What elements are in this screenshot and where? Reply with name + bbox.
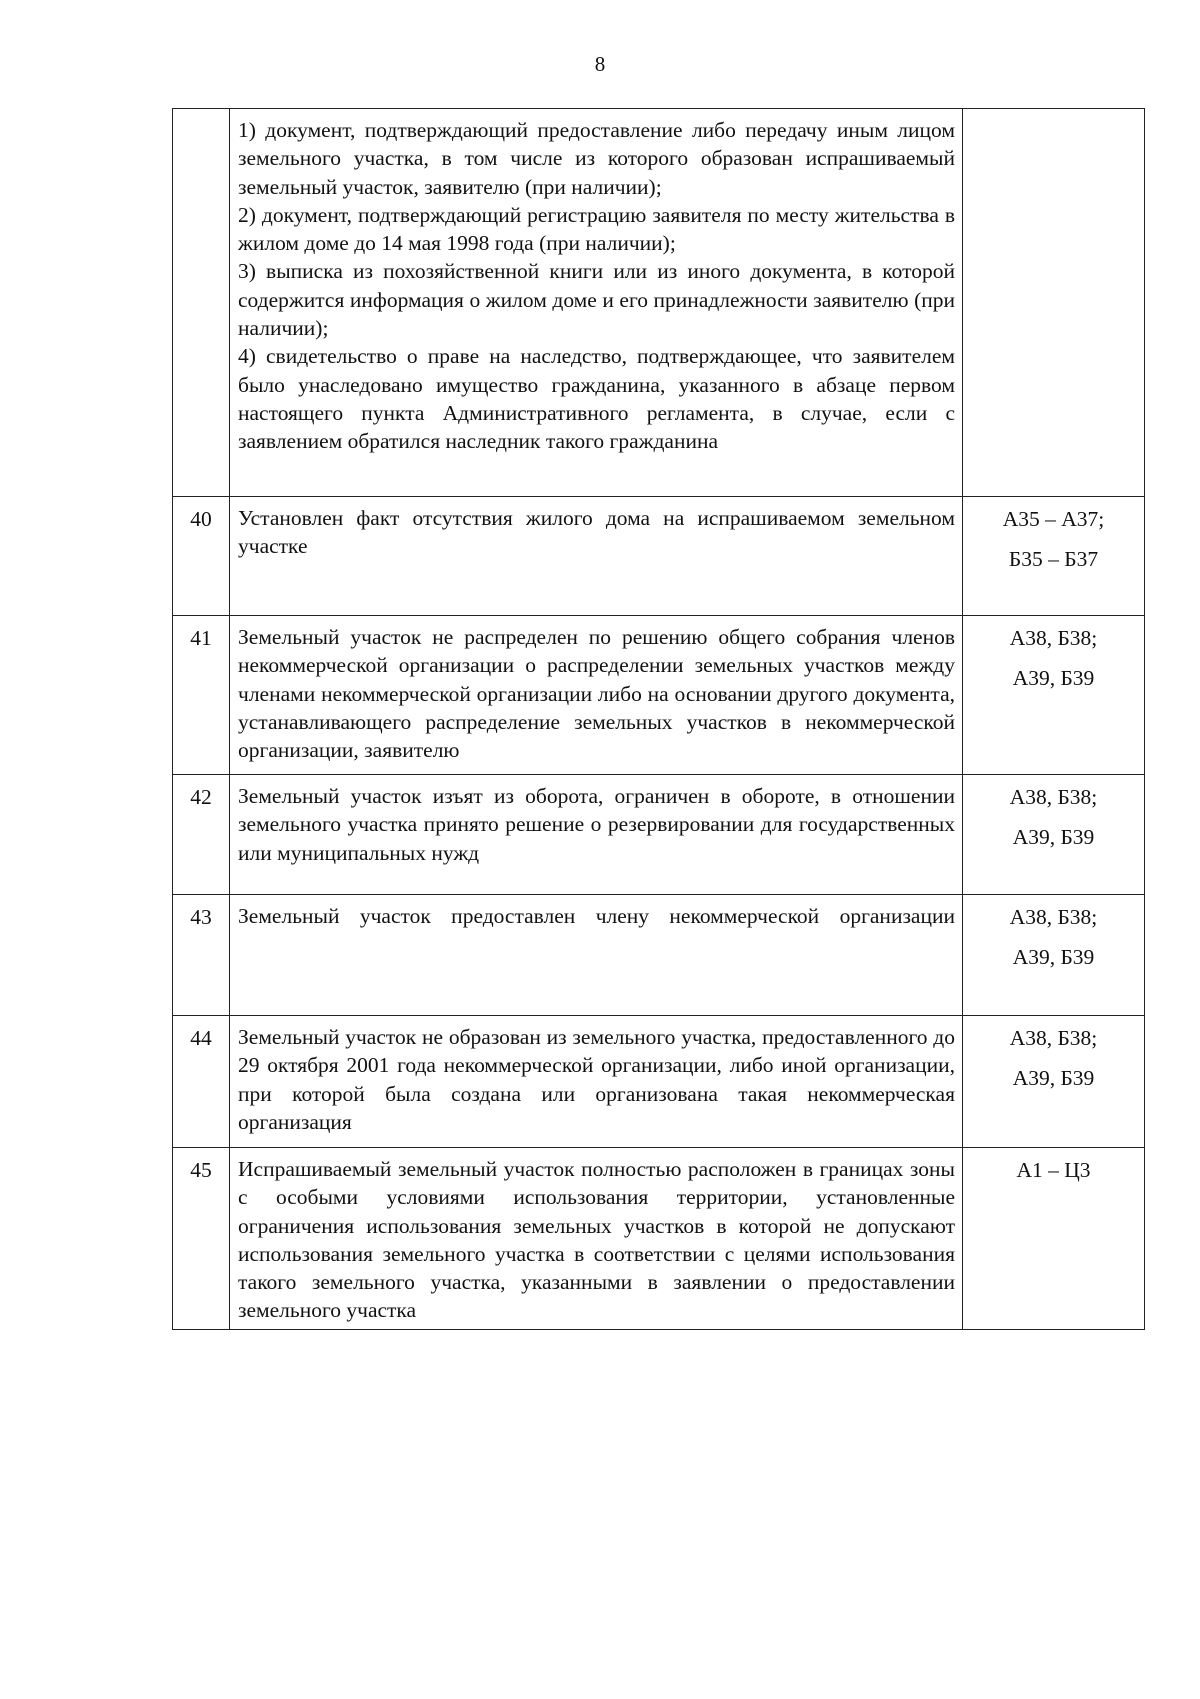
page-number: 8 bbox=[594, 52, 606, 76]
table-row bbox=[173, 616, 1145, 775]
row-number: 44 bbox=[173, 1016, 230, 1148]
row-reference bbox=[963, 616, 1145, 775]
document-list-item: 3) выписка из похозяйственной книги или из иного документа, в которой содержится информация о жилом доме и его принадлежности заявителю (при наличии); bbox=[238, 259, 955, 341]
table-row bbox=[173, 895, 1145, 1016]
row-number bbox=[173, 109, 230, 497]
reference-line: А38, Б38; bbox=[1009, 1026, 1098, 1050]
row-text bbox=[230, 616, 963, 775]
table-row bbox=[173, 775, 1145, 895]
row-text bbox=[230, 497, 963, 616]
grounds-table bbox=[172, 108, 1145, 1330]
row-text-content: Земельный участок не распределен по решению общего собрания членов некоммерческой организации о распределении земельных участков между членами некоммерческой организации либо на основании другого документа, устанавливающего распределение земельных участков в некоммерческой организации, заявителю bbox=[238, 625, 955, 763]
row-reference bbox=[963, 497, 1145, 616]
row-number: 45 bbox=[173, 1148, 230, 1330]
row-reference bbox=[963, 1016, 1145, 1148]
reference-line: А38, Б38; bbox=[1009, 626, 1098, 650]
table-row bbox=[173, 1148, 1145, 1330]
reference-line: А39, Б39 bbox=[1012, 666, 1095, 691]
row-text-content: Земельный участок предоставлен члену некоммерческой организации bbox=[238, 904, 955, 928]
row-text bbox=[230, 895, 963, 1016]
document-list-item: 4) свидетельство о праве на наследство, подтверждающее, что заявителем было унаследовано имущество гражданина, указанного в абзаце первом настоящего пункта Административного регламента, в случае, если с заявлением обратился наследник такого гражданина bbox=[238, 344, 955, 454]
row-number: 41 bbox=[173, 616, 230, 775]
row-text-content: Земельный участок не образован из земельного участка, предоставленного до 29 октября 2001 года некоммерческой организации, либо иной организации, при которой была создана или организована такая некоммерческая организация bbox=[238, 1025, 955, 1134]
row-number: 40 bbox=[173, 497, 230, 616]
reference-line: А39, Б39 bbox=[1012, 945, 1095, 970]
reference-line: А38, Б38; bbox=[1009, 905, 1098, 929]
document-list-item: 2) документ, подтверждающий регистрацию заявителя по месту жительства в жилом доме до 14 мая 1998 года (при наличии); bbox=[238, 202, 955, 256]
row-text-content: Земельный участок изъят из оборота, ограничен в обороте, в отношении земельного участка принято решение о резервировании для государственных или муниципальных нужд bbox=[238, 784, 955, 865]
table-row bbox=[173, 109, 1145, 497]
row-number: 43 bbox=[173, 895, 230, 1016]
row-reference bbox=[963, 895, 1145, 1016]
row-text-content: Установлен факт отсутствия жилого дома на испрашиваемом земельном участке bbox=[238, 506, 955, 559]
row-text bbox=[230, 775, 963, 895]
reference-line: А38, Б38; bbox=[1009, 785, 1098, 809]
row-reference bbox=[963, 775, 1145, 895]
reference-line: А39, Б39 bbox=[1012, 1066, 1095, 1091]
row-text bbox=[230, 109, 963, 497]
row-reference bbox=[963, 1148, 1145, 1330]
row-number: 42 bbox=[173, 775, 230, 895]
reference-line: А35 – А37; bbox=[1002, 507, 1105, 531]
document-list-item: 1) документ, подтверждающий предоставление либо передачу иным лицом земельного участка, в том числе из которого образован испрашиваемый земельный участок, заявителю (при наличии); bbox=[238, 118, 955, 199]
row-text bbox=[230, 1016, 963, 1148]
row-reference bbox=[963, 109, 1145, 497]
row-text-content: Испрашиваемый земельный участок полностью расположен в границах зоны с особыми условиями использования территории, установленные ограничения использования земельных участков в которой не допускают использования земельного участка в соответствии с целями использования такого земельного участка, указанными в заявлении о предоставлении земельного участка bbox=[238, 1157, 955, 1323]
reference-line: А39, Б39 bbox=[1012, 825, 1095, 850]
reference-line: Б35 – Б37 bbox=[1008, 547, 1099, 572]
reference-line: А1 – Ц3 bbox=[1016, 1158, 1091, 1182]
table-row bbox=[173, 1016, 1145, 1148]
row-text bbox=[230, 1148, 963, 1330]
table-row bbox=[173, 497, 1145, 616]
